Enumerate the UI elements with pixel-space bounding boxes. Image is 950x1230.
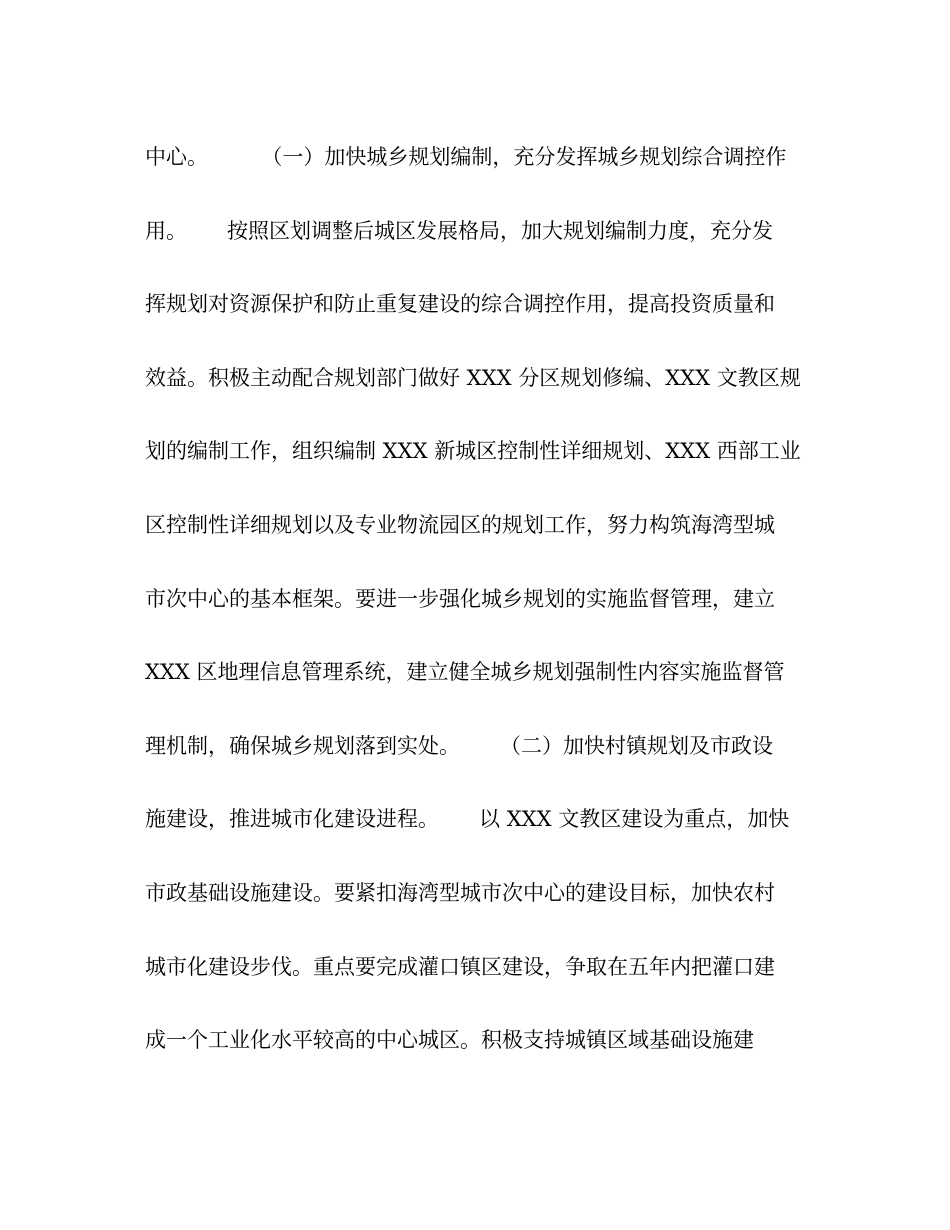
body-text	[145, 136, 805, 1093]
text-line: 用。 按照区划调整后城区发展格局，加大规划编制力度，充分发	[145, 218, 774, 243]
text-line: 城市化建设步伐。重点要完成灌口镇区建设，争取在五年内把灌口建	[145, 954, 775, 979]
text-line: 市次中心的基本框架。要进一步强化城乡规划的实施监督管理，建立	[145, 586, 775, 611]
text-line: 挥规划对资源保护和防止重复建设的综合调控作用，提高投资质量和	[145, 292, 775, 317]
text-line: XXX 区地理信息管理系统，建立健全城乡规划强制性内容实施监督管	[145, 660, 785, 685]
text-line: 施建设，推进城市化建设进程。 以 XXX 文教区建设为重点，加快	[145, 807, 790, 832]
text-line: 成一个工业化水平较高的中心城区。积极支持城镇区域基础设施建	[145, 1028, 754, 1053]
text-line: 划的编制工作，组织编制 XXX 新城区控制性详细规划、XXX 西部工业	[145, 439, 801, 464]
text-line: 效益。积极主动配合规划部门做好 XXX 分区规划修编、XXX 文教区规	[145, 365, 801, 390]
text-line: 市政基础设施建设。要紧扣海湾型城市次中心的建设目标，加快农村	[145, 880, 775, 905]
text-line: 理机制，确保城乡规划落到实处。 （二）加快村镇规划及市政设	[145, 733, 774, 758]
text-line: 中心。 （一）加快城乡规划编制，充分发挥城乡规划综合调控作	[145, 145, 787, 169]
text-line: 区控制性详细规划以及专业物流园区的规划工作，努力构筑海湾型城	[145, 512, 775, 537]
